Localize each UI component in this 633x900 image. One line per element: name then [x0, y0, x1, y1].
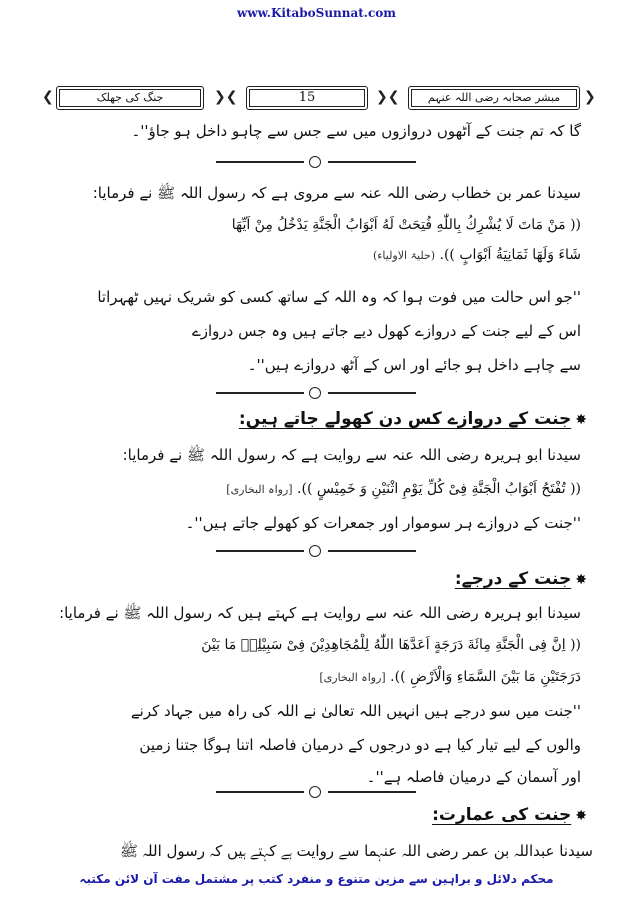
translation-line: اور آسمان کے درمیان فاصلہ ہے''۔ — [366, 768, 581, 786]
section-divider — [216, 786, 416, 798]
translation-line: اس کے لیے جنت کے دروازے کھول دیے جاتے ہیں وہ جس دروازے — [191, 322, 581, 340]
page-number: 15 — [246, 86, 368, 110]
translation-line: ''جو اس حالت میں فوت ہوا کہ وہ اللہ کے ساتھ کسی کو شریک نہیں ٹھہراتا — [97, 288, 581, 306]
arabic-hadith-line: (( اِنَّ فِی الْجَنَّةِ مِائَةَ دَرَجَةٍ اَعَدَّهَا اللّٰهُ لِلْمُجَاهِدِیْنَ فِیْ سَبِیْلِهٖ مَا بَیْنَ — [201, 637, 581, 653]
ornament-icon: ❯❮ — [376, 89, 400, 105]
text-line: سیدنا عبداللہ بن عمر رضی اللہ عنہما سے روایت ہے کہتے ہیں کہ رسول اللہ ﷺ — [119, 842, 593, 860]
arabic-hadith-text: دَرَجَتَیْنِ مَا بَیْنَ السَّمَاءِ وَالْاَرْضِ )). — [390, 669, 581, 685]
section-heading — [432, 804, 587, 827]
book-title: مبشر صحابہ رضی اللہ عنہم — [408, 86, 580, 110]
page-header — [42, 86, 596, 112]
translation-line: ''جنت کے دروازے ہر سوموار اور جمعرات کو کھولے جاتے ہیں''۔ — [185, 514, 581, 532]
heading-text: جنت کے دروازے کس دن کھولے جاتے ہیں: — [238, 409, 572, 429]
arabic-hadith-line — [373, 244, 581, 267]
text-line: سیدنا عمر بن خطاب رضی اللہ عنہ سے مروی ہے کہ رسول اللہ ﷺ نے فرمایا: — [92, 184, 581, 202]
arabic-hadith-line: (( مَنْ مَاتَ لَا یُشْرِكُ بِاللّٰهِ فُتِحَتْ لَهُ اَبْوَابُ الْجَنَّةِ یَدْخُلُ مِنْ اَیِّهَا — [231, 217, 581, 233]
section-divider — [216, 156, 416, 168]
site-url[interactable]: www.KitaboSunnat.com — [236, 6, 396, 20]
heading-text: جنت کی عمارت: — [432, 805, 572, 825]
translation-line: سے چاہے داخل ہو جائے اور اس کے آٹھ دروازے ہیں''۔ — [247, 356, 581, 374]
reference: [رواہ البخاری] — [226, 483, 293, 496]
chapter-title: جنگ کی جھلک — [56, 86, 204, 110]
reference: [رواہ البخاری] — [319, 671, 386, 684]
star-icon: ✸ — [575, 412, 587, 428]
heading-text: جنت کے درجے: — [454, 569, 572, 589]
translation-line: ''جنت میں سو درجے ہیں انہیں اللہ تعالیٰ نے اللہ کی راہ میں جہاد کرنے — [130, 702, 581, 720]
footer-promo[interactable]: محکم دلائل و براہین سے مزین متنوع و منفرد کتب پر مشتمل مفت آن لائن مکتبہ — [79, 872, 554, 886]
star-icon: ✸ — [575, 808, 587, 824]
arabic-hadith-text: (( تُفْتَحُ اَبْوَابُ الْجَنَّةِ فِیْ كُلِّ یَوْمِ اثْنَیْنِ وَ خَمِیْسٍ )). — [297, 481, 581, 497]
text-line: سیدنا ابو ہریرہ رضی اللہ عنہ سے روایت ہے کہتے ہیں کہ رسول اللہ ﷺ نے فرمایا: — [59, 604, 581, 622]
text-line: گا کہ تم جنت کے آٹھوں دروازوں میں سے جس سے چاہو داخل ہو جاؤ''۔ — [131, 122, 581, 140]
reference: (حلیۃ الاولیاء) — [372, 249, 436, 262]
arabic-hadith-line — [319, 666, 581, 689]
arabic-hadith-line — [226, 478, 581, 501]
translation-line: والوں کے لیے تیار کیا ہے دو درجوں کے درمیان فاصلہ اتنا ہوگا جتنا زمین — [139, 736, 581, 754]
section-divider — [216, 387, 416, 399]
text-line: سیدنا ابو ہریرہ رضی اللہ عنہ سے روایت ہے کہ رسول اللہ ﷺ نے فرمایا: — [122, 446, 581, 464]
section-heading — [455, 568, 587, 591]
arabic-hadith-text: شَاءَ وَلَهَا ثَمَانِیَةُ اَبْوَابٍ )). — [439, 247, 581, 263]
ornament-icon: ❮ — [42, 89, 54, 105]
section-divider — [216, 545, 416, 557]
ornament-icon: ❯❮ — [214, 89, 238, 105]
star-icon: ✸ — [575, 572, 587, 588]
section-heading — [239, 408, 587, 431]
ornament-icon: ❯ — [584, 89, 596, 105]
